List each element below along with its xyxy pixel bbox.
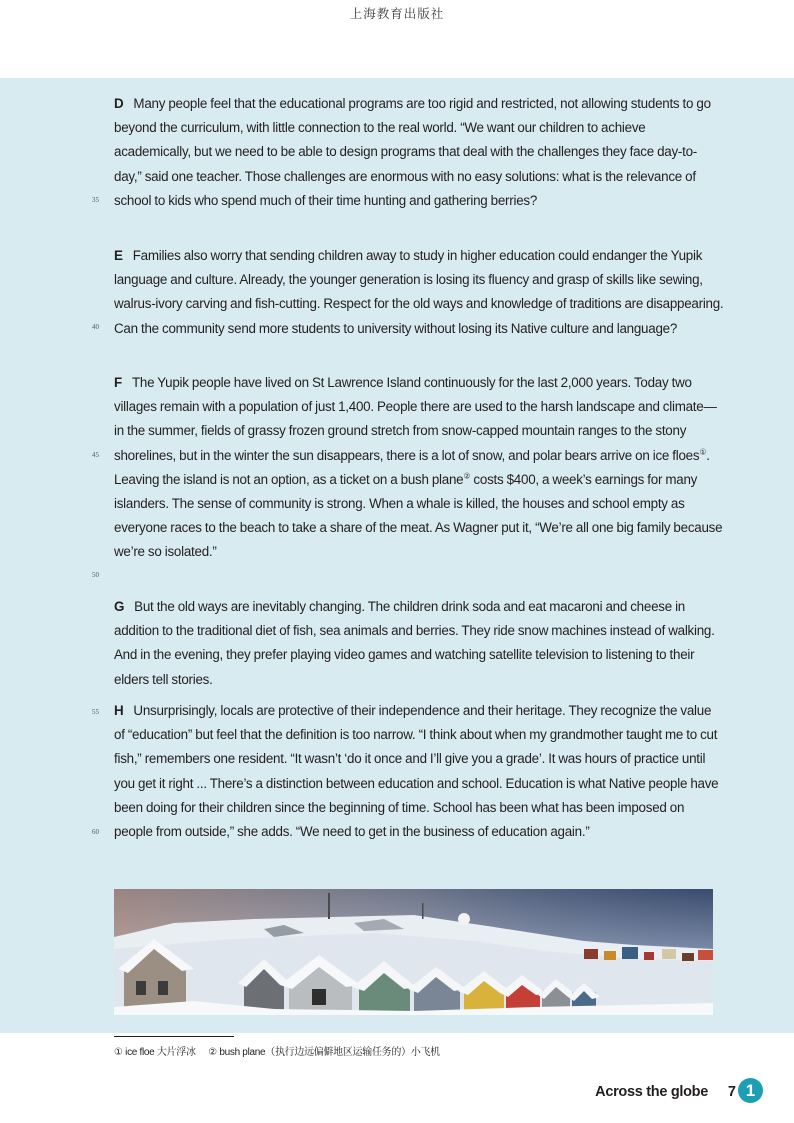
paragraph-e bbox=[114, 244, 724, 341]
paragraph-text: . Leaving the island is not an option, as a ticket on a bush plane bbox=[114, 447, 710, 487]
line-number: 35 bbox=[92, 196, 99, 204]
page-number: 7 bbox=[727, 1084, 736, 1100]
paragraph-text: But the old ways are inevitably changing. The children drink soda and eat macaroni and cheese in addition to the traditional diet of fish, sea animals and berries. They ride snow machines instead of walking. And in the evening, they prefer playing video games and watching satellite television to listening to their elders tell stories. bbox=[114, 599, 715, 687]
paragraph-h bbox=[114, 699, 724, 844]
footnote-marker: ① bbox=[699, 447, 707, 457]
publisher-header: 上海教育出版社 bbox=[349, 6, 445, 21]
paragraph-letter: F bbox=[114, 375, 122, 390]
footnote-marker: ② bbox=[463, 471, 471, 481]
paragraph-g bbox=[114, 595, 724, 692]
village-photo bbox=[114, 889, 713, 1015]
line-number: 50 bbox=[92, 571, 99, 579]
paragraph-letter: D bbox=[114, 96, 124, 111]
footnote-2: ② bush plane（执行边远偏僻地区运输任务的）小飞机 bbox=[208, 1047, 440, 1058]
paragraph-f bbox=[114, 371, 724, 565]
paragraph-d bbox=[114, 92, 724, 213]
unit-number-badge: 1 bbox=[738, 1078, 763, 1103]
footnote-divider bbox=[114, 1036, 234, 1037]
paragraph-text: costs $400, a week’s earnings for many islanders. The sense of community is strong. When a whale is killed, the houses and school empty as everyone races to the beach to take a share of the meat. As Wagner put it, “We’re all one big family because we’re so isolated.” bbox=[114, 471, 723, 560]
paragraph-letter: E bbox=[114, 248, 123, 263]
line-number: 40 bbox=[92, 323, 99, 331]
paragraph-letter: H bbox=[114, 703, 124, 718]
footnotes bbox=[114, 1043, 450, 1058]
line-number: 55 bbox=[92, 708, 99, 716]
paragraph-text: The Yupik people have lived on St Lawrence Island continuously for the last 2,000 years. Today two villages remain with a population of just 1,400. People there are used to the harsh landscape and climate—in the summer, fields of grassy frozen ground stretch from snow-capped mountain ranges to the stony shorelines, but in the winter the sun disappears, there is a lot of snow, and polar bears arrive on ice floes bbox=[114, 375, 717, 463]
footer-unit-title: Across the globe bbox=[595, 1084, 708, 1100]
paragraph-text: Many people feel that the educational programs are too rigid and restricted, not allowing students to go beyond the curriculum, with little connection to the real world. “We want our children to achieve academically, but we need to be able to design programs that deal with the challenges they face day-to-day,” said one teacher. Those challenges are enormous with no easy solutions: what is the relevance of school to kids who spend much of their time hunting and gathering berries? bbox=[114, 96, 711, 208]
line-number: 45 bbox=[92, 451, 99, 459]
paragraph-text: Unsurprisingly, locals are protective of their independence and their heritage. They recognize the value of “education” but feel that the definition is too narrow. “I think about when my grandmother taught me to cut fish,” remembers one resident. “It wasn’t ‘do it once and I’ll give you a grade’. It was hours of practice until you get it right ... There’s a distinction between education and school. Education is what Native people have been doing for their children since the beginning of time. School has been what has been imposed on people from outside,” she adds. “We need to get in the business of education again.” bbox=[114, 703, 719, 840]
paragraph-letter: G bbox=[114, 599, 125, 614]
line-number: 60 bbox=[92, 828, 99, 836]
paragraph-text: Families also worry that sending children away to study in higher education could endanger the Yupik language and culture. Already, the younger generation is losing its fluency and grasp of skills like sewing, walrus-ivory carving and fish-cutting. Respect for the old ways and knowledge of traditions are disappearing. Can the community send more students to university without losing its Native culture and language? bbox=[114, 248, 724, 336]
footnote-1: ① ice floe 大片浮冰 bbox=[114, 1047, 196, 1058]
